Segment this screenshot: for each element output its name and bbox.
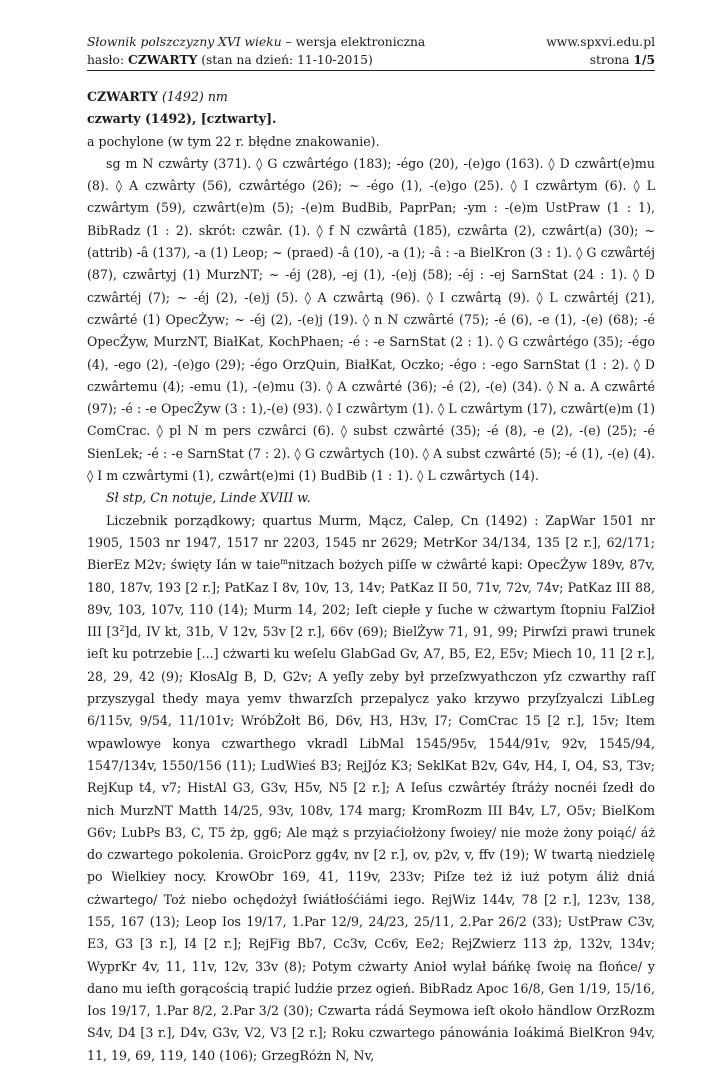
site-url[interactable]: www.spxvi.edu.pl [546, 35, 655, 49]
entry-content [87, 86, 655, 1067]
header-row-2 [87, 51, 655, 69]
page-header [87, 34, 655, 69]
headword: CZWARTY [87, 89, 158, 104]
definition-body: Liczebnik porządkowy; quartus Murm, Mącz, Calep, Cn (1492) : ZapWar 1501 nr 1905, 1503 nr 1947, 1517 nr 2203, 1545 nr 2629; MetrKor 34/134, 135 [2 r.], 62/171; BierEz M2v; święty Ián w taie$^m$nitzach bożych piſſe w cżwârté kapi: OpecŻyw 189v, 87v, 180, 187v, 193 [2 r.]; PatKaz I 8v, 10v, 13, 14v; PatKaz II 50, 71v, 72v, 74v; PatKaz III 88, 89v, 103, 107v, 110 (14); Murm 14, 202; Ieſt ciepłe y ſuche w cżwartym ſtopniu FalZioł III $[3^2]d$, IV kt, 31b, V 12v, 53v [2 r.], 66v (69); BielŻyw 71, 91, 99; Pirwſzi prawi trunek ieſt ku potrzebie [...] cżwarti ku weſelu GlabGad Gv, A7, B5, E2, E5v; Miech 10, 11 [2 r.], 28, 29, 42 (9); KłosAlg B, D, G2v; A yeſly zeby był przeſzwyathczon yſz czwarthy raſſ przyszygal thedy maya yemv thwarzſch przepalycz yako krzywo przyſzyalczi LibLeg 6/115v, 9/54, 11/101v; WróbŻołt B6, D6v, H3, H3v, I7; ComCrac 15 [2 r.], 15v; Item wpawlowye konya czwarthego vkradl LibMal 1545/95v, 1544/91v, 92v, 1545/94, 1547/134v, 1550/156 (11); LudWieś B3; RejJóz K3; SeklKat B2v, G4v, H4, I, O4, S3, T3v; RejKup t4, v7; HistAl G3, G3v, H5v, N5 [2 r.]; A Ieſus czwârtéy ſtráży nocnéi ſzedł do nich MurzNT Matth 14/25, 93v, 108v, 174 marg; KromRozm III B4v, L7, O5v; BielKom G6v; LubPs B3, C, T5 żp, gg6; Ale mąż s przyiaćiołżony ſwoiey/ nie może żony poiąć/ áż do czwartego pokolenia. GroicPorz gg4v, nv [2 r.], ov, p2v, v, ffv (19); W twartą niedzielę po Wielkiey nocy. KrowObr 169, 41, 119v, 233v; Piſze też iż iuż potym áliż dniá cżwartego/ Toż niebo ochędożył ſwiátłośćiámi iego. RejWiz 144v, 78 [2 r.], 123v, 138, 155, 167 (13); Leop Ios 19/17, 1.Par 12/9, 24/23, 25/11, 2.Par 26/2 (33); UstPraw C3v, E3, G3 [3 r.], I4 [2 r.]; RejFig Bb7, Cc3v, Cc6v, Ee2; RejZwierz 113 żp, 132v, 134v; WyprKr 4v, 11, 11v, 12v, 33v (8); Potym cżwarty Anioł wylał báńkę ſwoię na ſłońce/ y dano mu ieſth gorącością trapić ludźie przez ogień. BibRadz Apoc 16/8, Gen 1/19, 15/16, Ios 19/17, 1.Par 8/2, 2.Par 3/2 (30); Czwarta rádá Seymowa ieſt około händlow OrzRozm S4v, D4 [3 r.], D4v, G3v, V2, V3 [2 r.]; Roku czwartego pánowánia Ioákimá BielKron 94v, 11, 19, 69, 119, 140 (106); GrzegRóżn N, Nv, [87, 512, 655, 1063]
variant-line: czwarty (1492), [cztwarty]. [87, 111, 277, 127]
dictionary-title: Słownik polszczyzny XVI wieku – wersja elektroniczna [87, 35, 426, 49]
header-row-1 [87, 34, 655, 51]
page-number: strona 1/5 [589, 52, 655, 67]
pochylone-note: a pochylone (w tym 22 r. błędne znakowanie). [87, 133, 380, 149]
entry-label: hasło: CZWARTY (stan na dzień: 11-10-2015) [87, 52, 373, 67]
sources-note: Sł stp, Cn notuje, Linde XVIII w. [106, 490, 311, 506]
headword-meta: (1492) nm [157, 89, 228, 104]
entry-headword-line [87, 86, 655, 108]
inflection-forms: sg m N czwârty (371). ◊ G czwârtégo (183); -égo (20), -(e)go (163). ◊ D czwârt(e)mu (8). ◊ A czwârty (56), czwârtégo (26); ~ -égo (1), -(e)go (25). ◊ I czwârtym (6). ◊ L czwârtym (59), czwârt(e)m (5); -(e)m BudBib, PaprPan; -ym : -(e)m UstPraw (1 : 1), BibRadz (1 : 2). skrót: czwâr. (1). ◊ f N czwârtâ (185), czwârta (2), czwârt(a) (30); ~ (attrib) -â (137), -a (1) Leop; ~ (praed) -â (10), -a (1); -â : -a BielKron (3 : 1). ◊ G czwârtéj (87), czwârtyj (1) MurzNT; ~ -éj (28), -ej (1), -(e)j (58); -éj : -ej SarnStat (24 : 1). ◊ D czwârtéj (7); ~ -éj (2), -(e)j (5). ◊ A czwârtą (96). ◊ I czwârtą (9). ◊ L czwârtéj (21), czwârté (1) OpecŻyw; ~ -éj (2), -(e)j (19). ◊ n N czwârté (75); -é (6), -e (1), -(e) (68); -é OpecŻyw, MurzNT, BiałKat, KochPhaen; -é : -e SarnStat (2 : 1). ◊ G czwârtégo (35); -égo (4), -ego (2), -(e)go (29); -égo OrzQuin, BiałKat, Oczko; -égo : -ego SarnStat (1 : 2). ◊ D czwârtemu (4); -emu (1), -(e)mu (3). ◊ A czwârté (36); -é (2), -(e) (34). ◊ N a. A czwârté (97); -é : -e OpecŻyw (3 : 1),-(e) (93). ◊ I czwârtym (1). ◊ L czwârtym (17), czwârt(e)m (1) ComCrac. ◊ pl N m pers czwârci (6). ◊ subst czwârté (35); -é (8), -e (2), -(e) (25); -é SienLek; -é : -e SarnStat (7 : 2). ◊ G czwârtych (10). ◊ A subst czwârté (5); -é (1), -(e) (4). ◊ I m czwârtymi (1), czwârt(e)mi (1) BudBib (1 : 1). ◊ L czwârtych (14). [87, 155, 655, 484]
header-divider [87, 70, 655, 71]
